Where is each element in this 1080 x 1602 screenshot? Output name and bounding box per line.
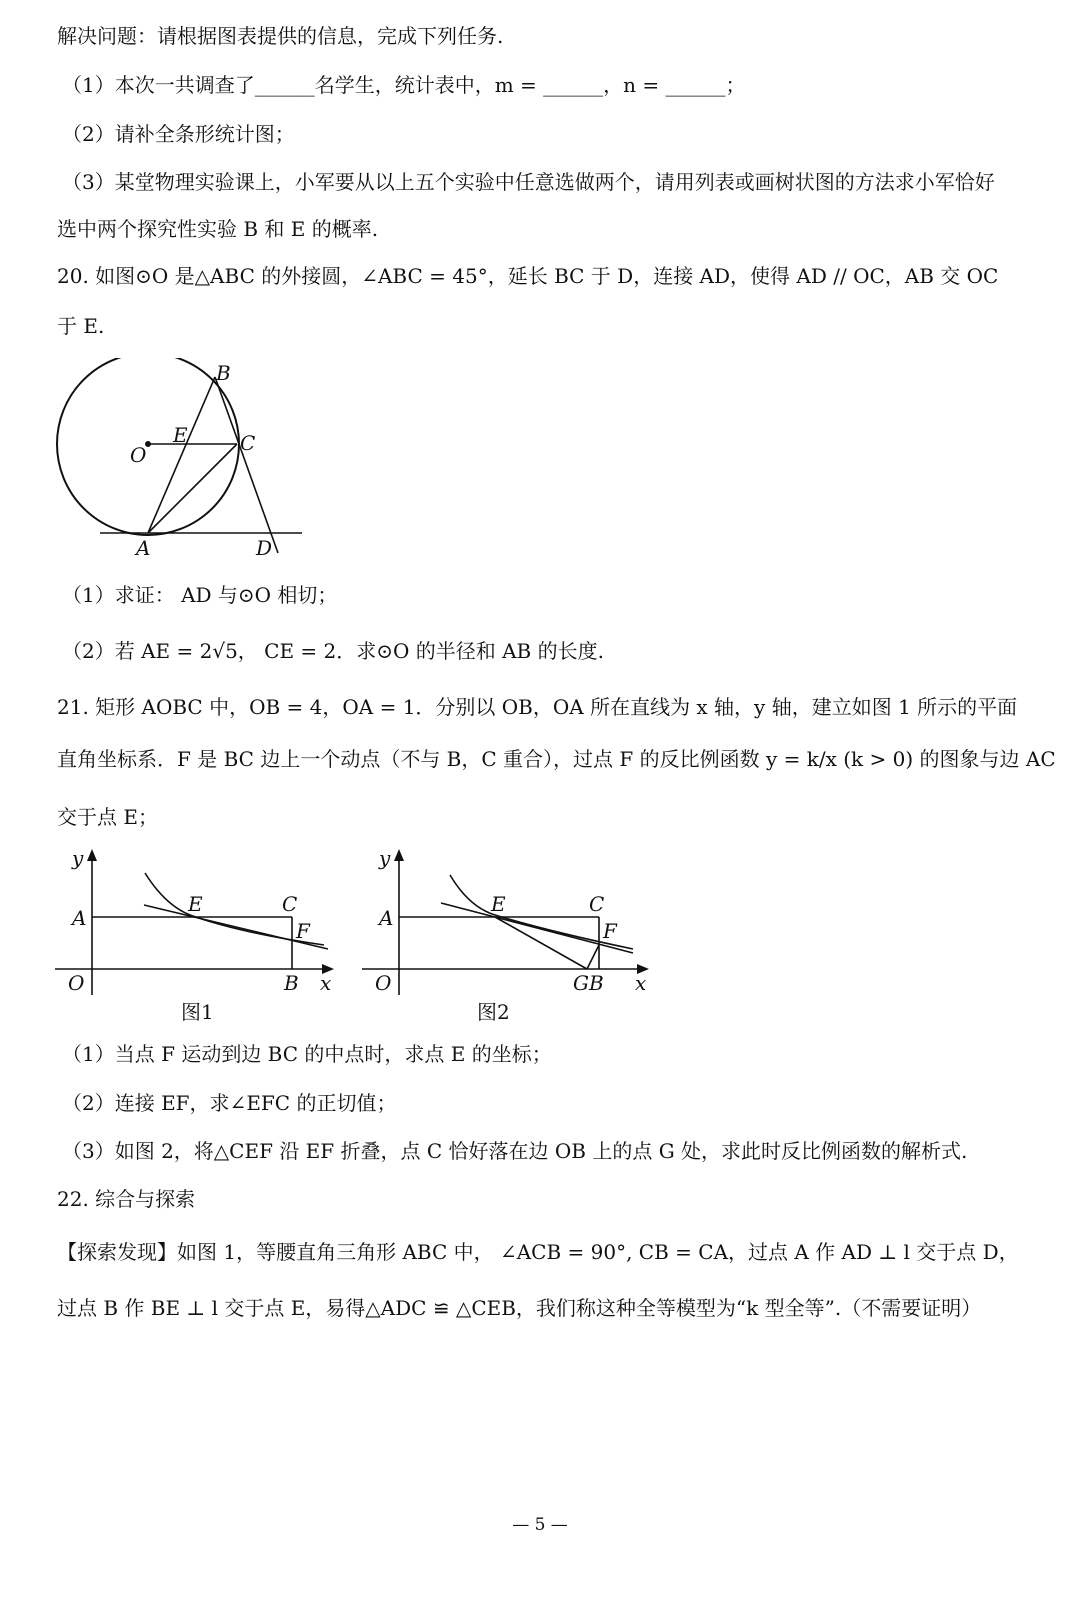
text-line-3: （2）请补全条形统计图； [62, 122, 295, 146]
label-O: O [375, 971, 392, 995]
label-y: y [379, 846, 391, 870]
label-D: D [256, 536, 273, 560]
problem-22-discovery-cont: 过点 B 作 BE ⊥ l 交于点 E，易得△ADC ≌ △CEB，我们称这种全等模型为“k 型全等”.（不需要证明） [57, 1296, 982, 1320]
problem-20-part-1: （1）求证： AD 与⊙O 相切； [62, 583, 338, 607]
problem-20-part-2: （2）若 AE = 2√5， CE = 2．求⊙O 的半径和 AB 的长度. [62, 639, 604, 663]
label-E: E [188, 892, 203, 916]
figure-1-caption: 图1 [181, 1000, 214, 1024]
problem-20-statement: 20. 如图⊙O 是△ABC 的外接圆，∠ABC = 45°，延长 BC 于 D，连接 AD，使得 AD // OC，AB 交 OC [57, 264, 999, 288]
label-F: F [603, 919, 617, 943]
problem-22-discovery: 【探索发现】如图 1，等腰直角三角形 ABC 中， ∠ACB = 90°, CB = CA，过点 A 作 AD ⊥ l 交于点 D， [57, 1240, 1019, 1264]
problem-21-part-2: （2）连接 EF，求∠EFC 的正切值； [62, 1091, 397, 1115]
problem-21-part-3: （3）如图 2，将△CEF 沿 EF 折叠，点 C 恰好落在边 OB 上的点 G 处，求此时反比例函数的解析式. [62, 1139, 968, 1163]
label-O: O [130, 443, 147, 467]
label-B: B [216, 361, 231, 385]
label-x: x [320, 971, 332, 995]
label-C: C [282, 892, 298, 916]
label-y: y [72, 846, 84, 870]
label-A: A [379, 906, 394, 930]
problem-22-title: 22. 综合与探索 [57, 1187, 196, 1211]
text-line-4: （3）某堂物理实验课上，小军要从以上五个实验中任意选做两个，请用列表或画树状图的方法求小军恰好 [62, 170, 995, 194]
label-GB: GB [573, 971, 604, 995]
label-O: O [68, 971, 85, 995]
label-x: x [635, 971, 647, 995]
problem-21-statement-cont: 直角坐标系．F 是 BC 边上一个动点（不与 B，C 重合），过点 F 的反比例函数 y = k/x (k > 0) 的图象与边 AC [57, 747, 1056, 771]
page-number: — 5 — [512, 1515, 568, 1535]
label-E: E [173, 423, 188, 447]
text-line-5: 选中两个探究性实验 B 和 E 的概率. [57, 217, 379, 241]
figure-21-1 [50, 845, 345, 1005]
label-E: E [491, 892, 506, 916]
figure-20-circle [50, 358, 320, 563]
label-A: A [136, 536, 151, 560]
text-line-2: （1）本次一共调查了______名学生，统计表中，m = ______，n = ______； [62, 73, 746, 97]
label-A: A [72, 906, 87, 930]
text-line-1: 解决问题：请根据图表提供的信息，完成下列任务. [57, 24, 504, 48]
problem-21-statement-end: 交于点 E； [57, 805, 158, 829]
problem-21-statement: 21. 矩形 AOBC 中，OB = 4，OA = 1．分别以 OB，OA 所在直线为 x 轴，y 轴，建立如图 1 所示的平面 [57, 695, 1018, 719]
label-F: F [296, 919, 310, 943]
label-C: C [240, 431, 256, 455]
problem-21-part-1: （1）当点 F 运动到边 BC 的中点时，求点 E 的坐标； [62, 1042, 552, 1066]
label-B: B [284, 971, 299, 995]
label-C: C [589, 892, 605, 916]
figure-21-2 [357, 845, 657, 1005]
figure-2-caption: 图2 [477, 1000, 510, 1024]
problem-20-statement-cont: 于 E. [57, 314, 105, 338]
